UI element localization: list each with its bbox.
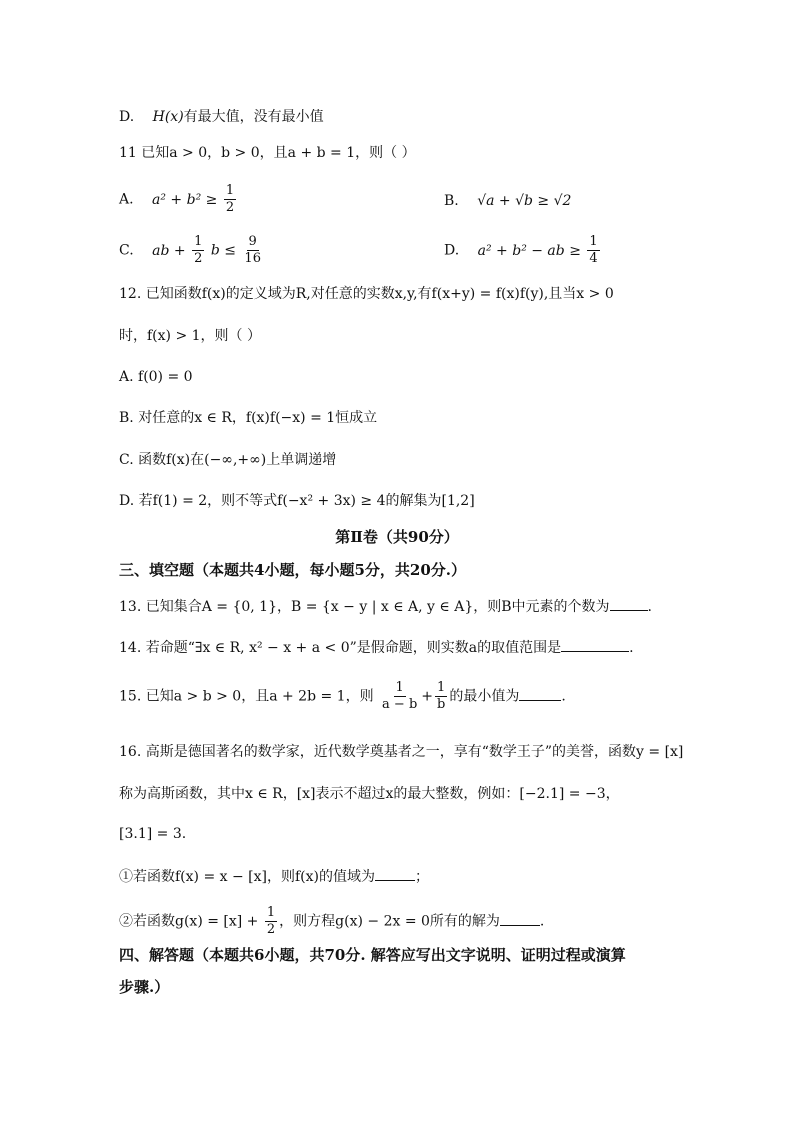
part2-title: 第Ⅱ卷（共90分）	[335, 528, 459, 546]
math-expression: ab +	[152, 242, 186, 259]
punctuation: ；	[414, 869, 429, 885]
denominator: 16	[244, 251, 261, 266]
q12-stem-line2: 时，f(x) > 1，则（ ）	[119, 328, 261, 344]
numerator: 1	[225, 183, 235, 198]
question-text: 的最小值为	[449, 688, 520, 705]
option-text: 有最大值，没有最小值	[183, 109, 324, 125]
option-letter: A.	[119, 191, 134, 208]
numerator: 1	[194, 234, 203, 249]
q14	[119, 637, 634, 658]
q11-option-d	[444, 234, 602, 267]
question-text: ②若函数g(x) = [x] +	[119, 913, 259, 930]
numerator: 1	[437, 680, 446, 695]
fraction	[192, 234, 204, 267]
fraction	[265, 905, 277, 938]
punctuation: .	[629, 640, 634, 656]
denominator: b	[437, 697, 446, 712]
q11-option-c	[119, 234, 265, 267]
fraction	[224, 183, 236, 216]
option-letter: B.	[444, 193, 459, 209]
fraction	[380, 680, 419, 713]
q12-stem-line1: 12. 已知函数f(x)的定义域为R,对任意的实数x,y,有f(x+y) = f(x)f(y),且当x > 0	[119, 286, 614, 302]
q10-option-d	[119, 107, 324, 127]
question-text: 14. 若命题“∃x ∈ R, x² − x + a < 0”是假命题，则实数a的取值范围是	[119, 640, 562, 656]
math-expression: H(x)	[152, 109, 184, 125]
question-text: ，则方程g(x) − 2x = 0所有的解为	[279, 913, 500, 930]
numerator: 1	[395, 680, 404, 695]
q11-stem: 11 已知a > 0，b > 0，且a + b = 1，则（ ）	[119, 145, 416, 161]
option-letter: D.	[119, 109, 135, 125]
denominator: a − b	[382, 697, 418, 712]
option-letter: C.	[119, 242, 134, 259]
math-operator: +	[421, 688, 433, 705]
section4-heading-line2: 步骤.）	[119, 978, 170, 996]
answer-blank	[561, 637, 629, 652]
question-text: 15. 已知a > b > 0，且a + 2b = 1，则	[119, 688, 374, 705]
answer-blank	[375, 866, 415, 881]
denominator: 4	[589, 251, 598, 266]
q15	[119, 680, 566, 713]
q16-subquestion-2	[119, 905, 544, 938]
q12-option-c: C. 函数f(x)在(−∞,+∞)上单调递增	[119, 452, 337, 468]
section4-heading-line1: 四、解答题（本题共6小题，共70分. 解答应写出文字说明、证明过程或演算	[119, 946, 626, 964]
option-letter: D.	[444, 242, 460, 259]
q16-line1: 16. 高斯是德国著名的数学家，近代数学奠基者之一，享有“数学王子”的美誉，函数y = [x]	[119, 744, 684, 760]
denominator: 2	[266, 922, 276, 937]
answer-blank	[519, 686, 561, 701]
question-text: 13. 已知集合A = {0, 1}，B = {x − y | x ∈ A, y ∈ A}，则B中元素的个数为	[119, 599, 610, 615]
numerator: 9	[248, 234, 257, 249]
denominator: 2	[225, 200, 235, 215]
punctuation: .	[561, 688, 566, 705]
math-expression: √a + √b ≥ √2	[477, 193, 572, 209]
fraction	[587, 234, 599, 267]
answer-blank	[500, 911, 540, 926]
fraction	[242, 234, 263, 267]
answer-blank	[610, 596, 648, 611]
section3-heading: 三、填空题（本题共4小题，每小题5分，共20分.）	[119, 561, 466, 579]
question-text: ①若函数f(x) = x − [x]，则f(x)的值域为	[119, 869, 375, 885]
numerator: 1	[266, 905, 276, 920]
q13	[119, 596, 652, 617]
q16-line2: 称为高斯函数，其中x ∈ R，[x]表示不超过x的最大整数，例如：[−2.1] = −3，	[119, 786, 620, 802]
numerator: 1	[589, 234, 598, 249]
punctuation: .	[539, 913, 545, 930]
q12-option-d: D. 若f(1) = 2，则不等式f(−x² + 3x) ≥ 4的解集为[1,2]	[119, 493, 475, 509]
q11-option-a	[119, 183, 238, 216]
q16-subquestion-1	[119, 866, 429, 887]
q16-line3: [3.1] = 3.	[119, 826, 187, 842]
math-expression: a² + b² ≥	[152, 191, 218, 208]
denominator: 2	[194, 251, 203, 266]
math-expression: a² + b² − ab ≥	[477, 242, 581, 259]
q11-option-b	[444, 191, 571, 211]
math-expression: b ≤	[210, 242, 236, 259]
q12-option-a: A. f(0) = 0	[119, 369, 193, 385]
punctuation: .	[647, 599, 652, 615]
fraction	[435, 680, 447, 713]
q12-option-b: B. 对任意的x ∈ R，f(x)f(−x) = 1恒成立	[119, 410, 378, 426]
